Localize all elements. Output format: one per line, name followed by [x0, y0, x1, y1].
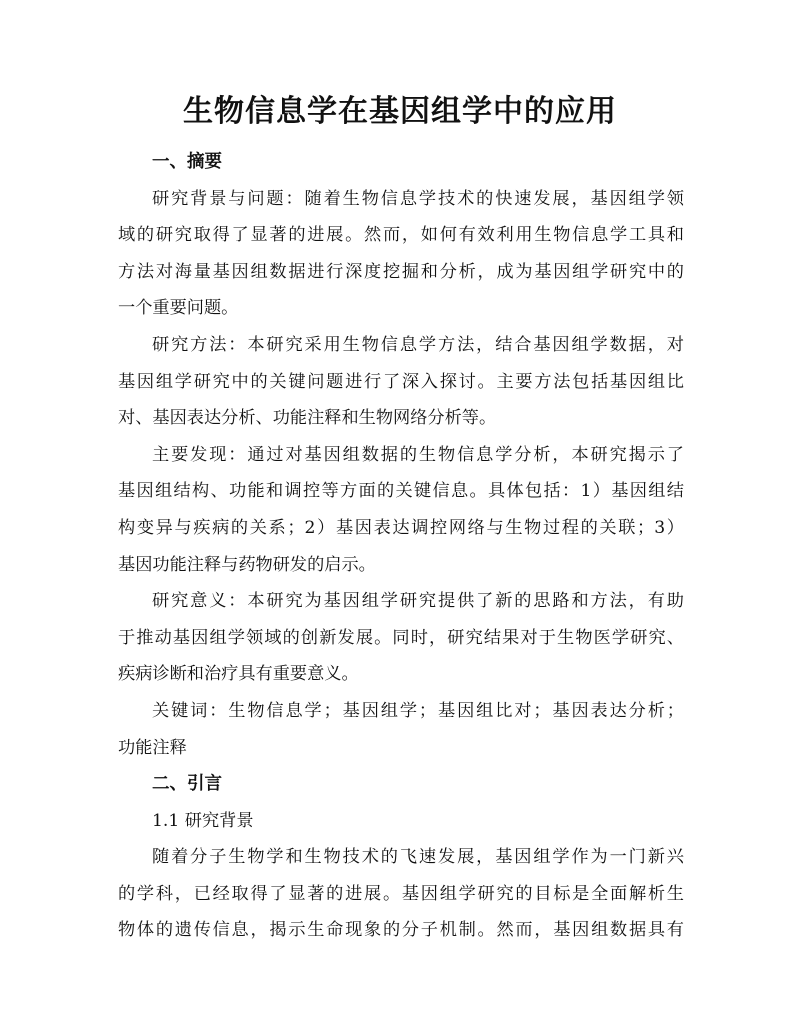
section-heading-abstract: 一、摘要 — [152, 152, 222, 172]
subsection-heading: 1.1 研究背景 — [152, 810, 254, 831]
paragraph-line: 于推动基因组学领域的创新发展。同时，研究结果对于生物医学研究、 — [118, 627, 684, 648]
paragraph-line: 物体的遗传信息，揭示生命现象的分子机制。然而，基因组数据具有 — [118, 920, 684, 941]
paragraph-line: 研究方法：本研究采用生物信息学方法，结合基因组学数据，对 — [152, 334, 684, 355]
paragraph-line: 随着分子生物学和生物技术的飞速发展，基因组学作为一门新兴 — [152, 847, 684, 868]
paragraph-line: 基因组学研究中的关键问题进行了深入探讨。主要方法包括基因组比 — [118, 371, 684, 392]
paragraph-line: 对、基因表达分析、功能注释和生物网络分析等。 — [118, 408, 497, 429]
keywords-line: 关键词：生物信息学；基因组学；基因组比对；基因表达分析； — [152, 700, 684, 721]
document-title: 生物信息学在基因组学中的应用 — [183, 94, 617, 129]
paragraph-line: 基因功能注释与药物研发的启示。 — [118, 554, 376, 575]
keywords-line: 功能注释 — [118, 737, 187, 758]
paragraph-line: 疾病诊断和治疗具有重要意义。 — [118, 664, 359, 685]
section-heading-intro: 二、引言 — [152, 774, 222, 795]
paragraph-line: 一个重要问题。 — [118, 298, 239, 319]
paragraph-line: 主要发现：通过对基因组数据的生物信息学分析，本研究揭示了 — [152, 444, 684, 465]
paragraph-line: 构变异与疾病的关系；2）基因表达调控网络与生物过程的关联；3） — [118, 517, 684, 538]
paragraph-line: 研究背景与问题：随着生物信息学技术的快速发展，基因组学领 — [152, 188, 684, 209]
paragraph-line: 研究意义：本研究为基因组学研究提供了新的思路和方法，有助 — [152, 591, 684, 612]
paragraph-line: 方法对海量基因组数据进行深度挖掘和分析，成为基因组学研究中的 — [118, 261, 684, 282]
paragraph-line: 基因组结构、功能和调控等方面的关键信息。具体包括：1）基因组结 — [118, 481, 684, 502]
document-body — [118, 144, 684, 949]
paragraph-line: 域的研究取得了显著的进展。然而，如何有效利用生物信息学工具和 — [118, 225, 684, 246]
paragraph-line: 的学科，已经取得了显著的进展。基因组学研究的目标是全面解析生 — [118, 883, 684, 904]
